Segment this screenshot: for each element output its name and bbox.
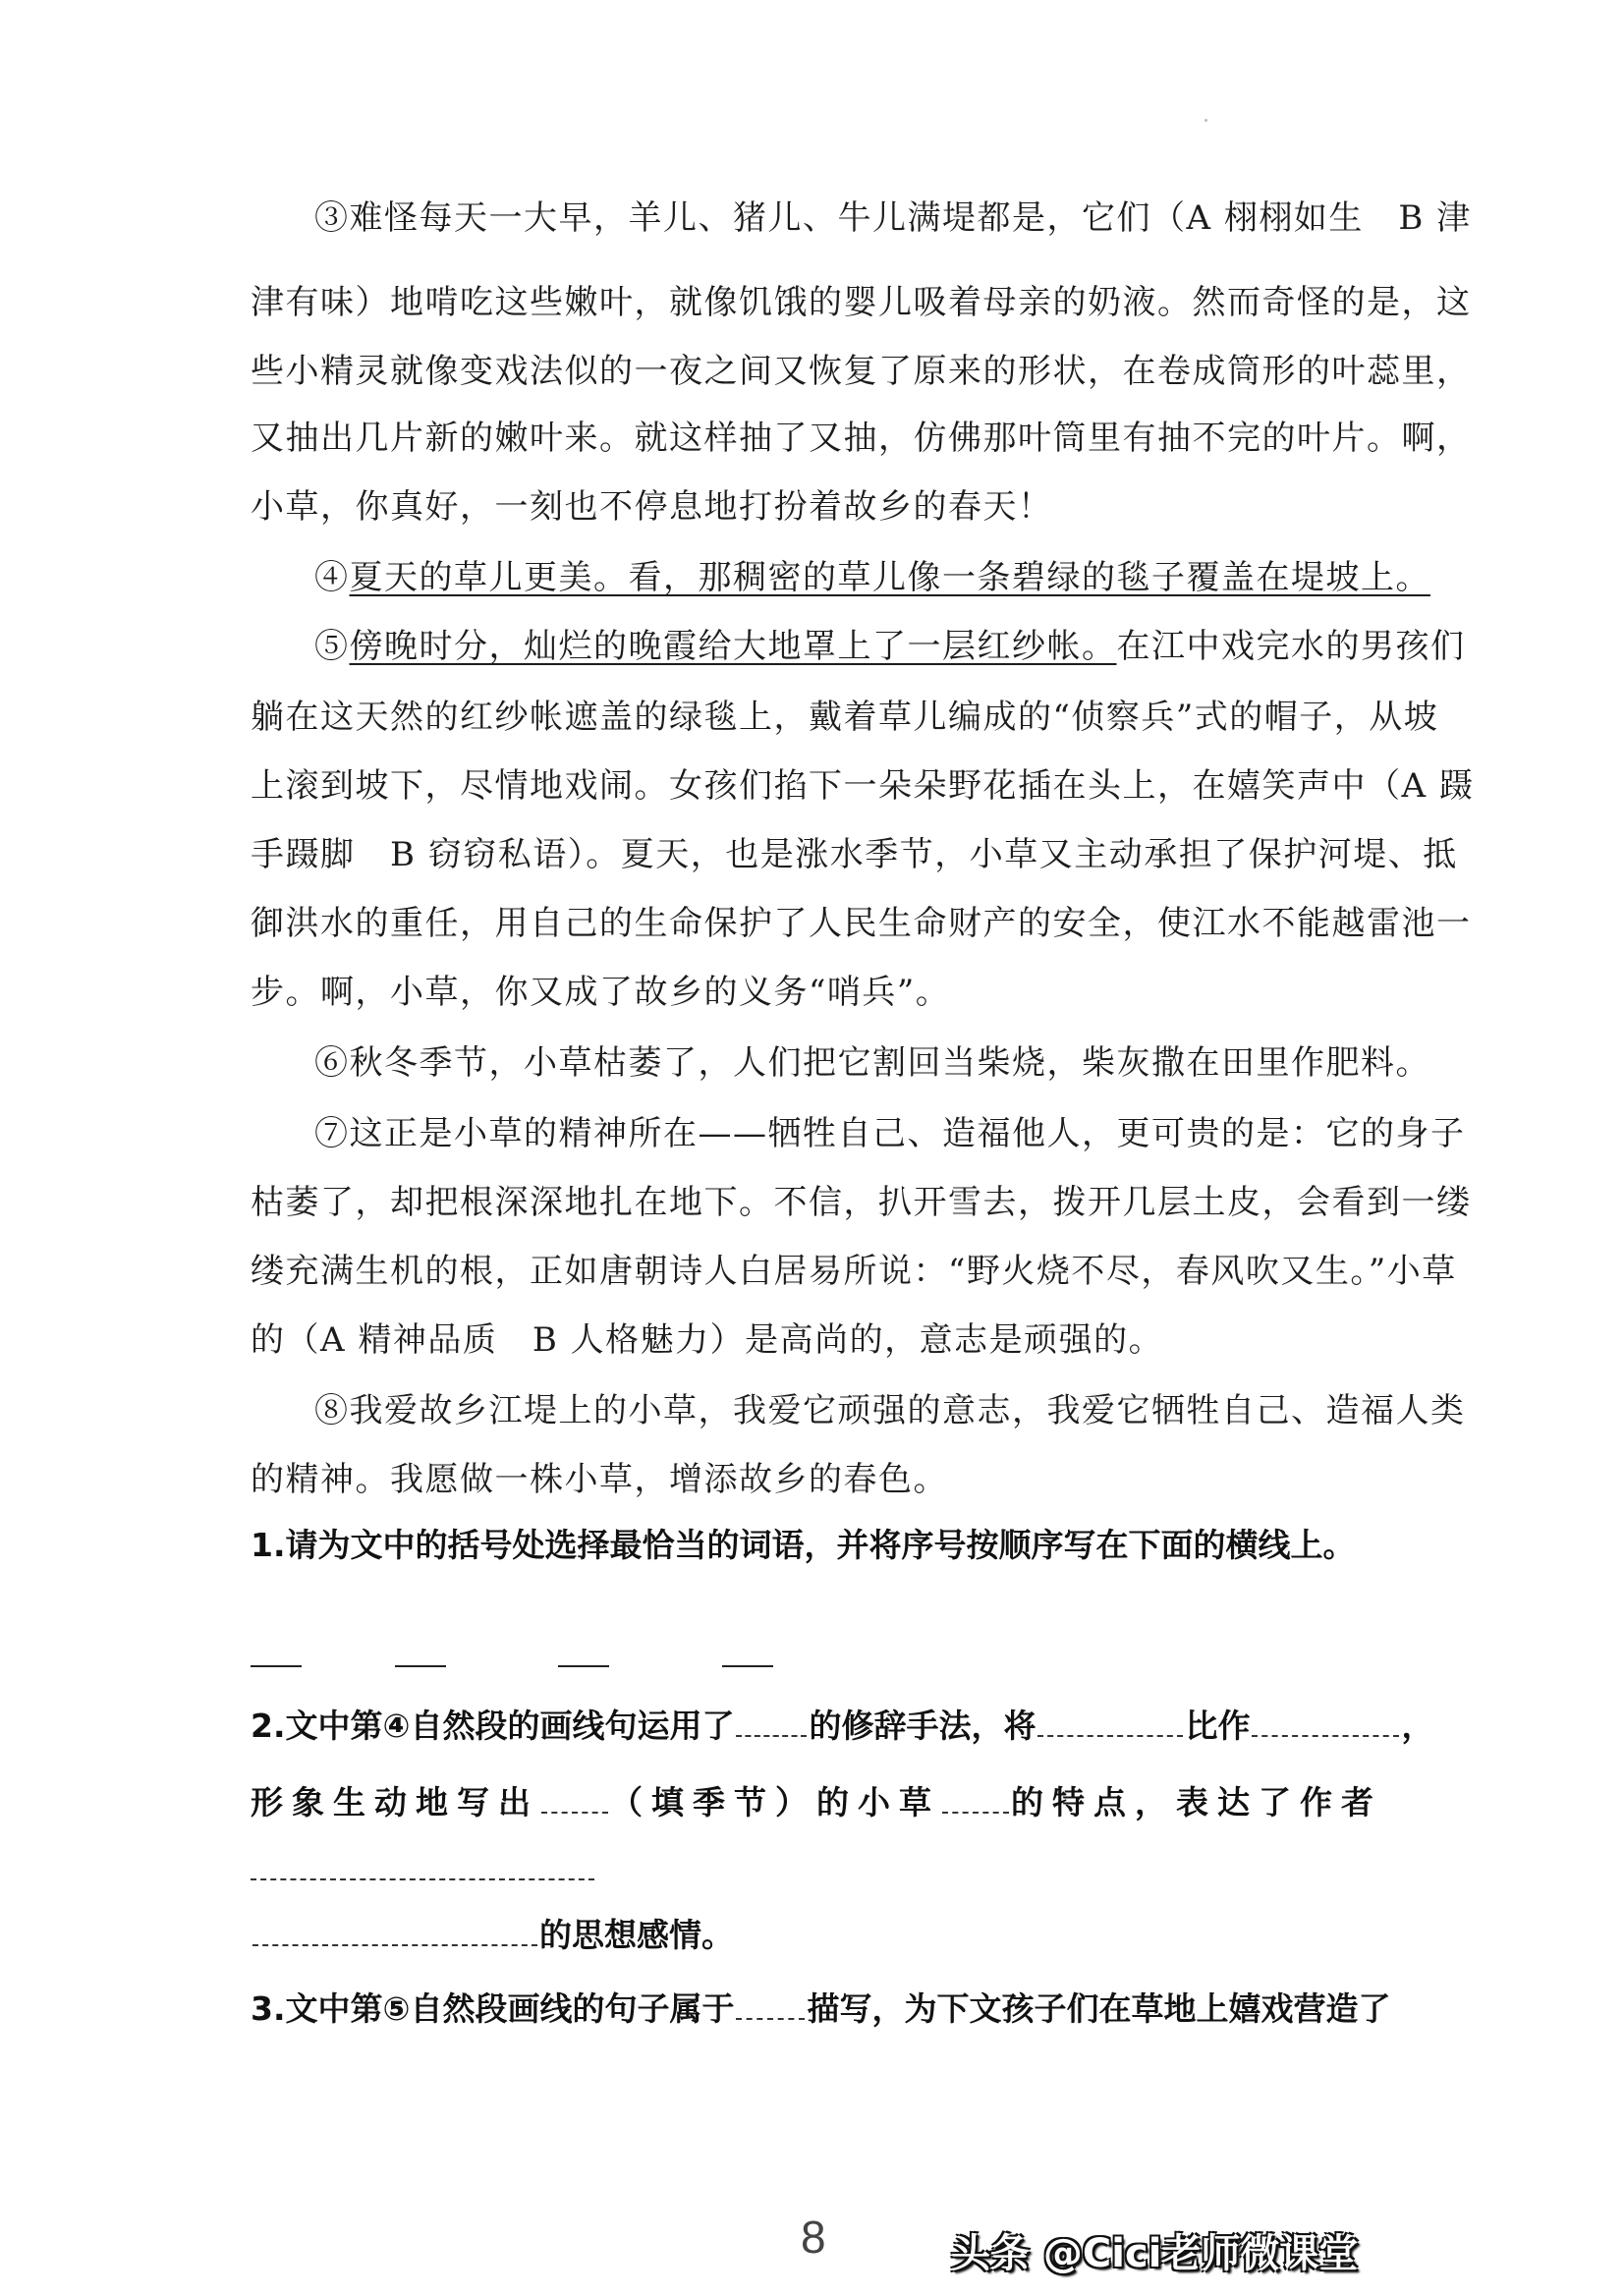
paragraph-7-line-2: 枯萎了，却把根深深地扎在地下。不信，扒开雪去，拨开几层土皮，会看到一缕 (251, 1183, 1472, 1222)
question-2-text-e: 形象生动地写出 (251, 1783, 539, 1821)
question-1: 1.请为文中的括号处选择最恰当的词语，并将序号按顺序写在下面的横线上。 (251, 1526, 1356, 1564)
answer-blank-1[interactable] (251, 1665, 302, 1667)
paragraph-3-line-4: 又抽出几片新的嫩叶来。就这样抽了又抽，仿佛那叶筒里有抽不完的叶片。啊， (251, 419, 1472, 458)
paragraph-8-line-2: 的精神。我愿做一株小草，增添故乡的春色。 (251, 1460, 948, 1499)
answer-blank-4[interactable] (722, 1665, 773, 1667)
paragraph-5-rest: 在江中戏完水的男孩们 (1116, 627, 1466, 666)
question-2-text-c: 比作 (1185, 1707, 1251, 1745)
blank-season[interactable] (541, 1811, 608, 1814)
paragraph-5-line-3: 上滚到坡下，尽情地戏闹。女孩们掐下一朵朵野花插在头上，在嬉笑声中（A 蹑 (251, 766, 1475, 806)
question-2-line-1 (251, 1702, 1433, 1751)
paragraph-5-line-1 (314, 622, 1466, 671)
question-2-text-b: 的修辞手法，将 (809, 1707, 1036, 1745)
paragraph-3-line-5: 小草，你真好，一刻也不停息地打扮着故乡的春天！ (251, 487, 1053, 527)
blank-feeling-2[interactable] (252, 1943, 537, 1946)
paragraph-4 (314, 553, 1444, 602)
paragraph-3-line-3: 些小精灵就像变戏法似的一夜之间又恢复了原来的形状，在卷成筒形的叶蕊里， (251, 352, 1472, 391)
question-2-prompt: 2.文中第④自然段的画线句运用了 (251, 1707, 735, 1745)
question-2-text-f: （填季节）的小草 (610, 1783, 940, 1821)
question-3-text-b: 描写，为下文孩子们在草地上嬉戏营造了 (807, 1989, 1391, 2028)
paragraph-3-line-1: ③难怪每天一大早，羊儿、猪儿、牛儿满堤都是，它们（A 栩栩如生 B 津 (314, 198, 1472, 238)
blank-compared-to[interactable] (1252, 1734, 1399, 1737)
paragraph-4-underlined-sentence: 夏天的草儿更美。看，那稠密的草儿像一条碧绿的毯子覆盖在堤坡上。 (349, 558, 1430, 597)
scan-speck (1204, 119, 1207, 122)
paragraph-5-line-6: 步。啊，小草，你又成了故乡的义务“哨兵”。 (251, 973, 951, 1012)
paragraph-5-underlined-sentence: 傍晚时分，灿烂的晚霞给大地罩上了一层红纱帐。 (349, 627, 1117, 666)
paragraph-5-line-4: 手蹑脚 B 窃窃私语）。夏天，也是涨水季节，小草又主动承担了保护河堤、抵 (251, 835, 1458, 874)
question-2-text-d: ， (1401, 1707, 1434, 1745)
paragraph-5-line-2: 躺在这天然的红纱帐遮盖的绿毯上，戴着草儿编成的“侦察兵”式的帽子，从坡 (251, 698, 1439, 737)
paragraph-6: ⑥秋冬季节，小草枯萎了，人们把它割回当柴烧，柴灰撒在田里作肥料。 (314, 1043, 1430, 1083)
paragraph-7-line-1: ⑦这正是小草的精神所在——牺牲自己、造福他人，更可贵的是：它的身子 (314, 1114, 1466, 1153)
blank-compared-object[interactable] (1037, 1734, 1183, 1737)
paragraph-5-line-5: 御洪水的重任，用自己的生命保护了人民生命财产的安全，使江水不能越雷池一 (251, 904, 1472, 943)
paragraph-5-number: ⑤ (314, 627, 350, 666)
page-number: 8 (801, 2212, 826, 2263)
blank-feature[interactable] (942, 1811, 1009, 1814)
question-3-line-1 (251, 1985, 1390, 2034)
paragraph-3-line-2: 津有味）地啃吃这些嫩叶，就像饥饿的婴儿吸着母亲的奶液。然而奇怪的是，这 (251, 283, 1472, 322)
paragraph-7-line-4: 的（A 精神品质 B 人格魅力）是高尚的，意志是顽强的。 (251, 1320, 1164, 1360)
paragraph-4-number: ④ (314, 558, 350, 597)
watermark: 头条 @Cici老师微课堂 (951, 2231, 1359, 2276)
question-2-line-2 (251, 1778, 1382, 1827)
question-2-line-4 (251, 1911, 734, 1960)
question-3-prompt: 3.文中第⑤自然段画线的句子属于 (251, 1989, 735, 2028)
blank-feeling-1[interactable] (251, 1878, 594, 1880)
paragraph-7-line-3: 缕充满生机的根，正如唐朝诗人白居易所说：“野火烧不尽，春风吹又生。”小草 (251, 1252, 1457, 1291)
blank-description-type[interactable] (736, 2017, 805, 2020)
answer-blank-3[interactable] (558, 1665, 609, 1667)
blank-rhetoric[interactable] (736, 1734, 807, 1737)
paragraph-8-line-1: ⑧我爱故乡江堤上的小草，我爱它顽强的意志，我爱它牺牲自己、造福人类 (314, 1391, 1466, 1430)
question-2-text-h: 的思想感情。 (539, 1916, 734, 1954)
answer-blank-2[interactable] (395, 1665, 446, 1667)
question-2-text-g: 的特点，表达了作者 (1011, 1783, 1382, 1821)
